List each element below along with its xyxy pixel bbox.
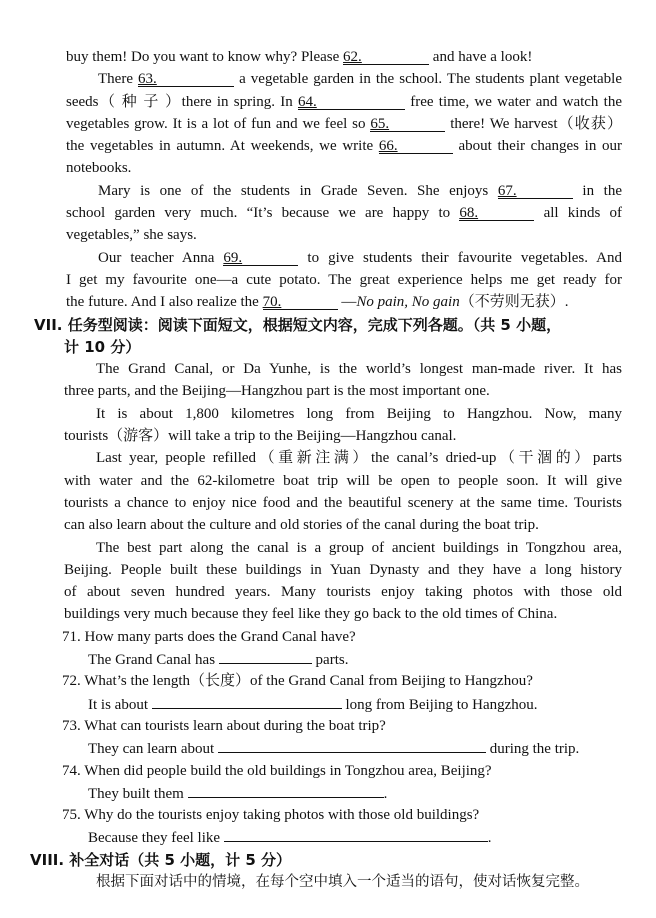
exam-page (0, 46, 656, 893)
text-segment: can also learn about the culture and old stories of the canal during the boat trip. (64, 517, 539, 534)
answer-prefix: Because they feel like (88, 830, 224, 847)
passage-line (64, 425, 656, 447)
cloze-line (66, 269, 622, 291)
text-segment: in the (572, 182, 622, 199)
text-segment: It is about 1,800 kilometres long from Beijing to Hangzhou. Now, many (96, 405, 622, 422)
passage-line (96, 447, 622, 469)
passage-line (96, 537, 622, 559)
question-71 (62, 626, 656, 648)
section-viii-instruction (96, 871, 656, 893)
section-vii-heading-cont (64, 336, 656, 358)
cloze-line (66, 135, 622, 157)
answer-prefix: They can learn about (88, 741, 218, 758)
italic-phrase: No pain, No gain (356, 294, 460, 311)
cloze-line (66, 46, 656, 68)
instruction-text: 根据下面对话中的情境，在每个空中填入一个适当的语句，使对话恢复完整。 (96, 873, 589, 890)
answer-blank-63[interactable]: 63. (138, 71, 234, 87)
answer-blank-67[interactable]: 67. (498, 183, 573, 199)
answer-blank-64[interactable]: 64. (298, 94, 405, 110)
text-segment: Our teacher Anna (98, 249, 224, 266)
text-segment: Last year, people refilled（重新注满）the canal’s dried-up（干涸的）parts (96, 450, 622, 467)
cloze-line (66, 91, 622, 113)
question-text: 73. What can tourists learn about during the boat trip? (62, 717, 386, 734)
answer-suffix: . (383, 785, 388, 802)
cloze-line (66, 202, 622, 224)
text-segment: Mary is one of the students in Grade Seven. She enjoys (98, 182, 498, 199)
cloze-line (66, 291, 656, 313)
answer-blank-66[interactable]: 66. (379, 138, 453, 154)
text-segment: The best part along the canal is a group of ancient buildings in Tongzhou area, (96, 539, 622, 556)
text-segment: vegetables grow. It is a lot of fun and we feel so (66, 115, 371, 132)
answer-blank-73[interactable] (218, 737, 486, 753)
text-segment: and have a look! (429, 49, 533, 65)
section-vii-heading (34, 314, 656, 336)
question-text: 71. How many parts does the Grand Canal have? (62, 628, 356, 645)
cloze-line (98, 68, 622, 90)
heading-text: VII. 任务型阅读：阅读下面短文，根据短文内容，完成下列各题。（共 5 小题， (34, 315, 562, 334)
cloze-line (66, 157, 656, 179)
question-text: 74. When did people build the old buildings in Tongzhou area, Beijing? (62, 762, 492, 779)
text-segment: three parts, and the Beijing—Hangzhou part is the most important one. (64, 383, 490, 400)
text-segment: a vegetable garden in the school. The students plant vegetable (234, 71, 622, 88)
passage-line (64, 581, 622, 603)
text-segment: — (337, 294, 357, 311)
passage-line (96, 403, 622, 425)
answer-blank-70[interactable]: 70. (263, 294, 338, 310)
passage-line (64, 492, 622, 514)
answer-blank-71[interactable] (219, 648, 312, 664)
cloze-line (98, 247, 622, 269)
heading-text: VIII. 补全对话（共 5 小题，计 5 分） (30, 850, 292, 869)
answer-suffix: . (487, 830, 492, 847)
text-segment: tourists（游客）will take a trip to the Beijing—Hangzhou canal. (64, 428, 457, 445)
passage-line (64, 470, 622, 492)
text-segment: The Grand Canal, or Da Yunhe, is the world’s longest man-made river. It has (96, 361, 622, 378)
text-segment: to give students their favourite vegetables. And (298, 249, 622, 266)
question-73 (62, 715, 656, 737)
answer-line-73 (88, 737, 656, 759)
text-segment: tourists a chance to enjoy nice food and the beautiful scenery at the same time. Tourists (64, 494, 622, 511)
answer-blank-68[interactable]: 68. (459, 205, 534, 221)
question-text: 75. Why do the tourists enjoy taking photos with those old buildings? (62, 807, 480, 824)
text-segment: buy them! Do you want to know why? Please (66, 49, 344, 65)
answer-line-72 (88, 693, 656, 715)
answer-prefix: It is about (88, 696, 152, 713)
answer-blank-72[interactable] (152, 693, 342, 709)
passage-line (64, 559, 622, 581)
text-segment: （不劳则无获）. (459, 294, 569, 311)
question-72 (62, 670, 656, 692)
text-segment: of about seven hundred years. Many tourists enjoy taking photos with those old (64, 584, 622, 601)
answer-line-71 (88, 648, 656, 670)
answer-blank-65[interactable]: 65. (370, 116, 445, 132)
answer-suffix: parts. (311, 652, 349, 669)
passage-line (64, 380, 656, 402)
text-segment: Beijing. People built these buildings in Yuan Dynasty and they have a long history (64, 561, 622, 578)
text-segment: notebooks. (66, 160, 132, 177)
cloze-line (66, 113, 622, 135)
text-segment: free time, we water and watch the (405, 93, 622, 110)
question-text: 72. What’s the length（长度）of the Grand Canal from Beijing to Hangzhou? (62, 673, 533, 690)
text-segment: the future. And I also realize the (66, 294, 263, 311)
text-segment: about their changes in our (452, 138, 622, 155)
question-75 (62, 804, 656, 826)
answer-blank-75[interactable] (224, 826, 488, 842)
text-segment: school garden very much. “It’s because we are happy to (66, 205, 460, 222)
text-segment: vegetables,” she says. (66, 227, 197, 244)
answer-prefix: The Grand Canal has (88, 652, 219, 669)
answer-suffix: long from Beijing to Hangzhou. (341, 696, 538, 713)
answer-line-74 (88, 782, 656, 804)
passage-line (64, 603, 656, 625)
text-segment: seeds（ 种 子 ）there in spring. In (66, 93, 298, 110)
answer-blank-74[interactable] (188, 782, 384, 798)
passage-line (96, 358, 622, 380)
text-segment: There (98, 71, 139, 88)
text-segment: buildings very much because they feel like they go back to the old times of China. (64, 606, 558, 623)
text-segment: I get my favourite one—a cute potato. The great experience helps me get ready for (66, 271, 622, 288)
cloze-line (98, 180, 622, 202)
answer-blank-62[interactable]: 62. (343, 49, 429, 65)
answer-line-75 (88, 826, 656, 848)
heading-text: 计 10 分） (64, 337, 141, 356)
question-74 (62, 760, 656, 782)
section-viii-heading (30, 849, 656, 871)
answer-blank-69[interactable]: 69. (223, 250, 298, 266)
answer-suffix: during the trip. (485, 741, 580, 758)
passage-line (64, 514, 656, 536)
answer-prefix: They built them (88, 785, 188, 802)
cloze-line (66, 224, 656, 246)
text-segment: with water and the 62-kilometre boat trip will be open to people soon. It will give (64, 472, 622, 489)
text-segment: all kinds of (534, 205, 622, 222)
text-segment: the vegetables in autumn. At weekends, we write (66, 138, 379, 155)
text-segment: there! We harvest（收获） (445, 115, 622, 132)
